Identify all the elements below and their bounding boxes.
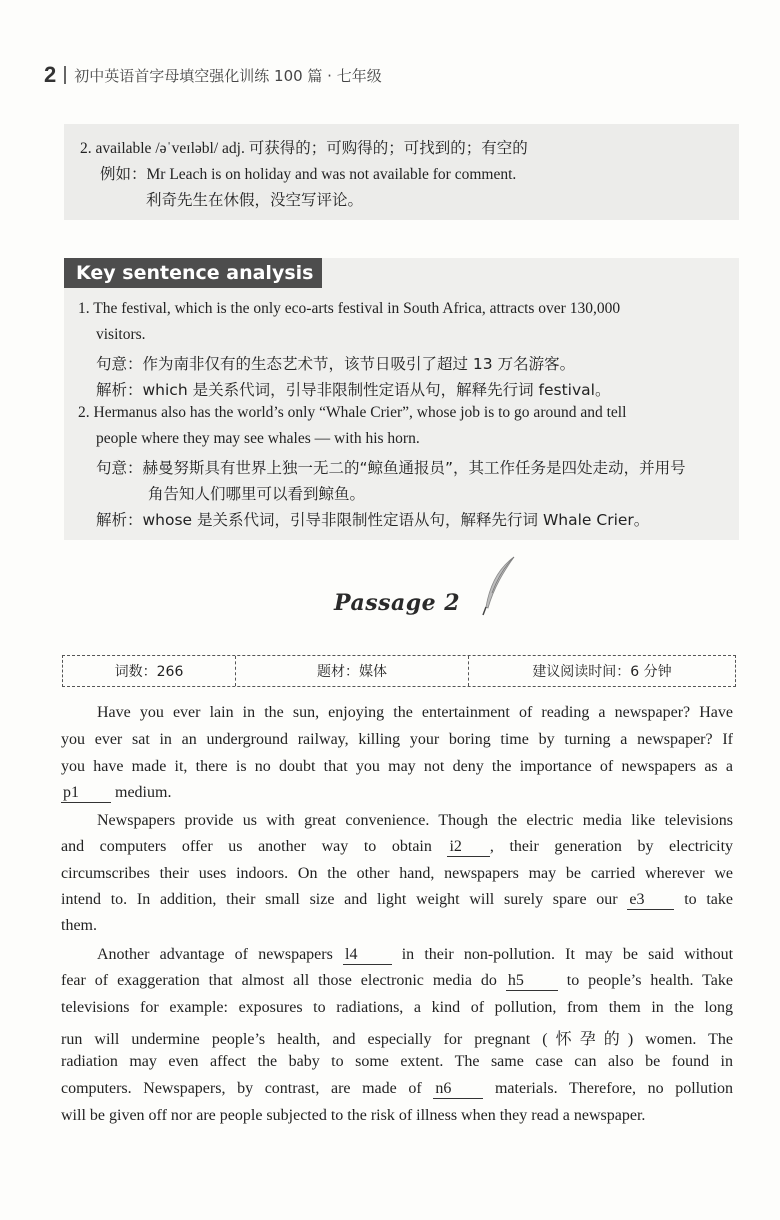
passage-line: will be given off nor are people subjected to the risk of illness when they read a newspaper. <box>61 1107 646 1124</box>
word-count: 词数：266 <box>114 664 184 680</box>
section-heading: Key sentence analysis <box>64 258 322 288</box>
blank-letter: n <box>435 1080 444 1097</box>
blank-number: 6 <box>443 1080 452 1097</box>
passage-text: to people’s health. Take <box>566 972 734 989</box>
blank-letter: e <box>629 891 637 908</box>
key-sentence-box <box>64 258 739 540</box>
passage-text: computers. Newspapers, by contrast, are made of <box>61 1080 422 1097</box>
passage-line: Newspapers provide us with great convenience. Though the electric media like televisions <box>97 812 733 829</box>
passage-line: them. <box>61 917 97 934</box>
sentence-2-meaning-1: 句意：赫曼努斯具有世界上独一无二的“鲸鱼通报员”，其工作任务是四处走动，并用号 <box>96 459 686 477</box>
sentence-2-meaning-2: 角告知人们哪里可以看到鲸鱼。 <box>148 485 366 503</box>
blank-number: 1 <box>71 784 79 801</box>
sentence-1-line-2: visitors. <box>96 326 146 343</box>
blank-1[interactable] <box>61 784 111 803</box>
blank-2[interactable] <box>447 838 489 857</box>
passage-line <box>97 946 733 965</box>
blank-letter: p <box>63 784 71 801</box>
example-label: 例如： <box>100 165 147 183</box>
running-header <box>44 62 382 88</box>
passage-line <box>61 972 733 991</box>
sentence-1-line-1: 1. The festival, which is the only eco-arts festival in South Africa, attracts over 130,000 <box>78 300 621 317</box>
passage-text: fear of exaggeration that almost all those electronic media do <box>61 972 497 989</box>
blank-4[interactable] <box>343 946 391 965</box>
example-english: Mr Leach is on holiday and was not available for comment. <box>146 166 517 183</box>
blank-letter: h <box>507 972 516 989</box>
page-number: 2 <box>44 62 57 87</box>
passage-line <box>61 1080 733 1099</box>
sentence-1-analysis: 解析：which 是关系代词，引导非限制性定语从句，解释先行词 festival。 <box>96 381 611 399</box>
passage-line: radiation may even affect the baby to some extent. The same case can also be found in <box>61 1053 733 1070</box>
sentence-2-line-1: 2. Hermanus also has the world’s only “Whale Crier”, whose job is to go around and tell <box>78 404 627 421</box>
blank-letter: i <box>449 838 454 855</box>
passage-line <box>61 784 733 803</box>
passage-text: to take <box>684 891 734 908</box>
passage-text: Another advantage of newspapers <box>97 946 333 963</box>
passage-line: you ever sat in an underground railway, killing your boring time by turning a newspaper? If <box>61 731 733 748</box>
passage-text: intend to. In addition, their small size and light weight will surely spare our <box>61 891 618 908</box>
blank-number: 5 <box>515 972 524 989</box>
passage-line <box>61 838 733 857</box>
passage-info-bar <box>62 655 736 687</box>
blank-letter: l <box>345 946 350 963</box>
passage-text: in their non-pollution. It may be said without <box>401 946 734 963</box>
passage-text: , their generation by electricity <box>489 838 734 855</box>
blank-number: 3 <box>636 891 645 908</box>
quill-pen-icon <box>478 555 518 617</box>
sentence-2-analysis: 解析：whose 是关系代词，引导非限制性定语从句，解释先行词 Whale Crier。 <box>96 511 650 529</box>
passage-line: run will undermine people’s health, and especially for pregnant (怀孕的) women. The <box>61 1031 733 1048</box>
passage-line <box>61 891 733 910</box>
sentence-2-line-2: people where they may see whales — with his horn. <box>96 430 420 447</box>
passage-line: circumscribes their uses indoors. On the other hand, newspapers may be carried wherever we <box>61 865 733 882</box>
blank-3[interactable] <box>627 891 674 910</box>
sentence-1-meaning: 句意：作为南非仅有的生态艺术节，该节日吸引了超过 13 万名游客。 <box>96 355 576 373</box>
passage-line: you have made it, there is no doubt that you may not deny the importance of newspapers as a <box>61 758 733 775</box>
blank-5[interactable] <box>506 972 558 991</box>
passage-text: materials. Therefore, no pollution <box>494 1080 734 1097</box>
blank-6[interactable] <box>433 1080 483 1099</box>
passage-line: Have you ever lain in the sun, enjoying the entertainment of reading a newspaper? Have <box>97 704 733 721</box>
passage-line: televisions for example: exposures to radiations, a kind of pollution, from them in the long <box>61 999 733 1016</box>
book-title: 初中英语首字母填空强化训练 100 篇 · 七年级 <box>74 66 382 85</box>
reading-time: 建议阅读时间：6 分钟 <box>468 656 735 686</box>
vocab-entry: 2. available /əˈveɪləbl/ adj. 可获得的；可购得的；可找到的；有空的 <box>80 140 528 157</box>
vocabulary-box <box>64 124 739 220</box>
example-chinese: 利奇先生在休假，没空写评论。 <box>146 191 364 209</box>
vocab-example <box>100 162 516 184</box>
blank-number: 4 <box>349 946 358 963</box>
passage-text: medium. <box>115 784 172 801</box>
header-divider <box>64 66 66 84</box>
blank-number: 2 <box>453 838 462 855</box>
topic: 题材：媒体 <box>235 656 468 686</box>
passage-title: Passage 2 <box>334 590 461 616</box>
passage-text: and computers offer us another way to obtain <box>61 838 432 855</box>
